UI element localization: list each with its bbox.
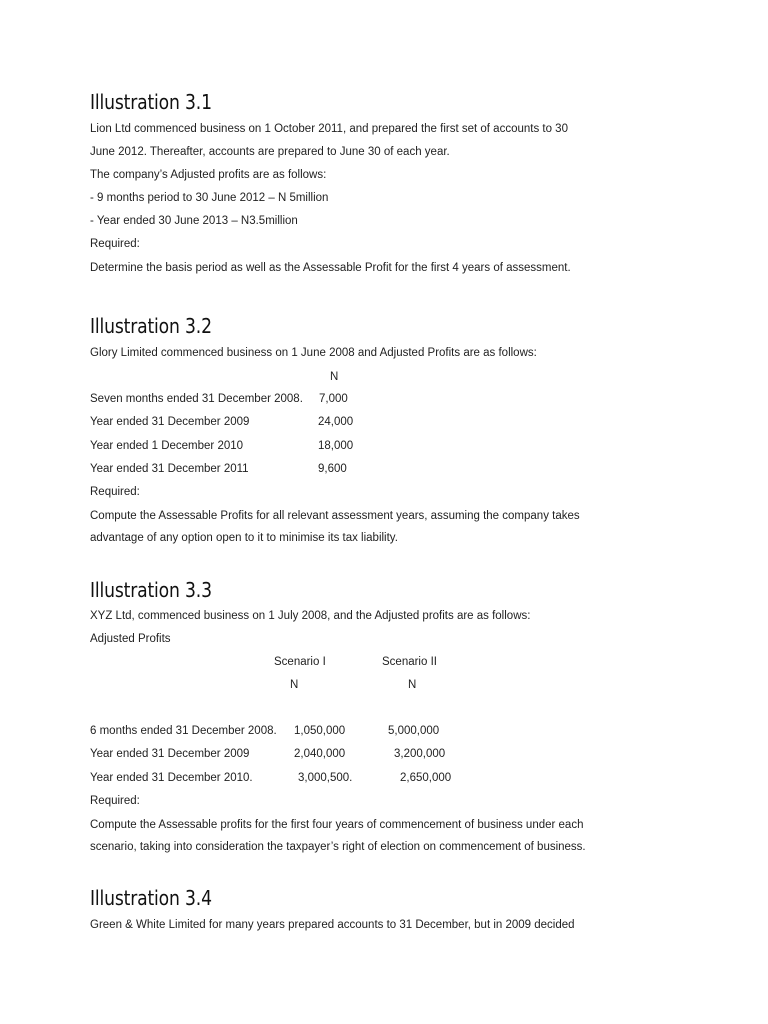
- heading-illustration-3-4: Illustration 3.4: [90, 886, 212, 910]
- table-subtitle: Adjusted Profits: [90, 633, 171, 645]
- table-currency-header: N: [330, 371, 339, 383]
- table-row-label: Year ended 1 December 2010: [90, 440, 244, 452]
- table-row-value: 18,000: [318, 440, 354, 452]
- table-column-header: Scenario II: [382, 656, 437, 668]
- table-column-unit: N: [290, 679, 299, 691]
- paragraph-line: Green & White Limited for many years prepared accounts to 31 December, but in 2009 decided: [90, 919, 575, 931]
- required-label: Required:: [90, 238, 140, 250]
- paragraph-line: Lion Ltd commenced business on 1 October 2011, and prepared the first set of accounts to 30: [90, 123, 568, 135]
- table-row-label: Year ended 31 December 2009: [90, 748, 250, 760]
- document-page: [90, 0, 750, 1024]
- table-row-value: 3,000,500.: [298, 772, 353, 784]
- table-row-value: 9,600: [318, 463, 347, 475]
- table-row-label: Year ended 31 December 2010.: [90, 772, 253, 784]
- table-row-value: 2,650,000: [400, 772, 452, 784]
- heading-illustration-3-3: Illustration 3.3: [90, 578, 212, 602]
- table-column-header: Scenario I: [274, 656, 326, 668]
- table-row-value: 24,000: [318, 416, 354, 428]
- table-row-value: 3,200,000: [394, 748, 446, 760]
- paragraph-line: Compute the Assessable Profits for all relevant assessment years, assuming the company takes: [90, 510, 580, 522]
- table-row-value: 2,040,000: [294, 748, 346, 760]
- paragraph-line: June 2012. Thereafter, accounts are prepared to June 30 of each year.: [90, 146, 450, 158]
- table-row-label: 6 months ended 31 December 2008.: [90, 725, 277, 737]
- heading-illustration-3-1: Illustration 3.1: [90, 90, 212, 114]
- heading-illustration-3-2: Illustration 3.2: [90, 314, 212, 338]
- paragraph-line: - 9 months period to 30 June 2012 – N 5million: [90, 192, 329, 204]
- paragraph-line: Glory Limited commenced business on 1 June 2008 and Adjusted Profits are as follows:: [90, 347, 537, 359]
- paragraph-line: The company’s Adjusted profits are as follows:: [90, 169, 327, 181]
- required-label: Required:: [90, 486, 140, 498]
- paragraph-line: advantage of any option open to it to minimise its tax liability.: [90, 532, 398, 544]
- table-row-value: 1,050,000: [294, 725, 346, 737]
- table-row-value: 7,000: [319, 393, 348, 405]
- table-column-unit: N: [408, 679, 417, 691]
- table-row-label: Seven months ended 31 December 2008.: [90, 393, 303, 405]
- paragraph-line: - Year ended 30 June 2013 – N3.5million: [90, 215, 298, 227]
- required-label: Required:: [90, 795, 140, 807]
- table-row-label: Year ended 31 December 2011: [90, 463, 249, 475]
- paragraph-line: Determine the basis period as well as the Assessable Profit for the first 4 years of assessment.: [90, 262, 571, 274]
- paragraph-line: XYZ Ltd, commenced business on 1 July 2008, and the Adjusted profits are as follows:: [90, 610, 531, 622]
- table-row-value: 5,000,000: [388, 725, 440, 737]
- paragraph-line: Compute the Assessable profits for the first four years of commencement of business under each: [90, 819, 584, 831]
- paragraph-line: scenario, taking into consideration the taxpayer’s right of election on commencement of business.: [90, 841, 586, 853]
- table-row-label: Year ended 31 December 2009: [90, 416, 250, 428]
